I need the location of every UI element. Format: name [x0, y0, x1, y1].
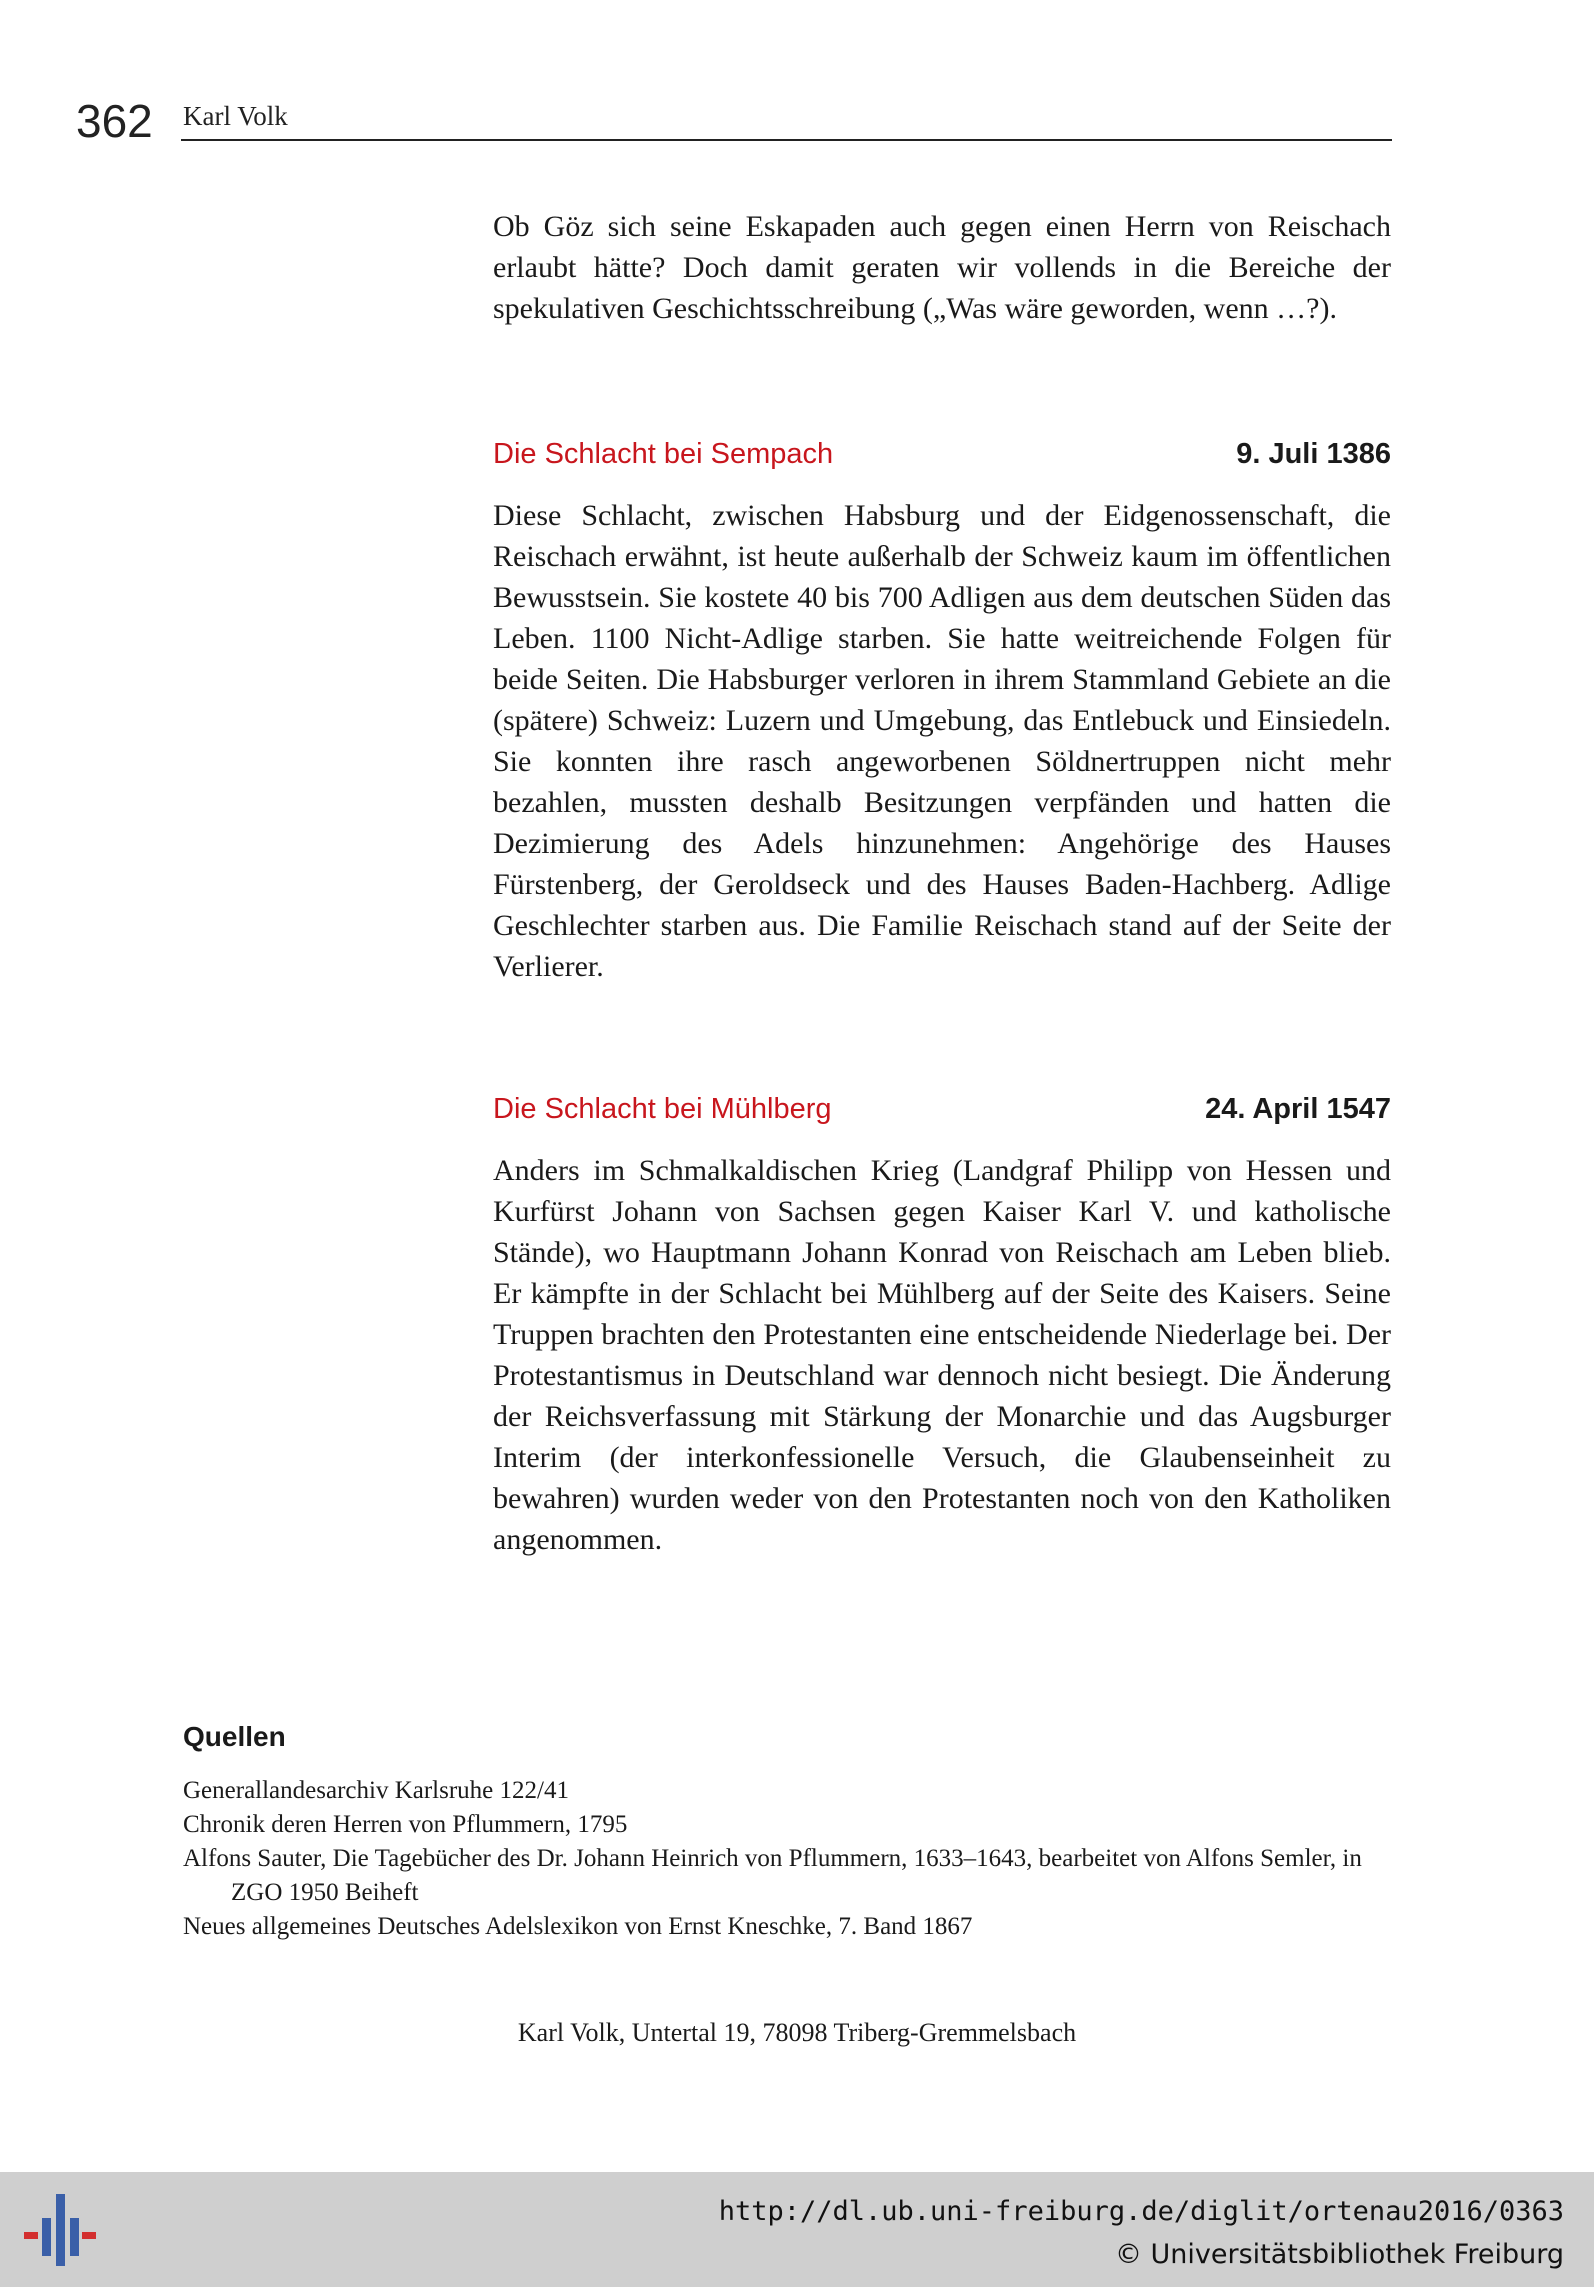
source-item: Neues allgemeines Deutsches Adelslexikon von Ernst Kneschke, 7. Band 1867 [183, 1913, 973, 1940]
section-paragraph-muehlberg: Anders im Schmalkaldischen Krieg (Landgraf Philipp von Hessen und Kurfürst Johann von Sachsen gegen Kaiser Karl V. und katholische Stände), wo Hauptmann Johann Konrad von Reischach am Leben blieb. Er kämpfte in der Schlacht bei Mühlberg auf der Seite des Kaisers. Seine Truppen brachten den Protestanten eine entscheidende Niederlage bei. Der Protestantismus in Deutschland war dennoch nicht besiegt. Die Änderung der Reichsverfassung mit Stärkung der Monarchie und das Augsburger Interim (der interkonfessionelle Versuch, die Glaubenseinheit zu bewahren) wurden weder von den Protestanten noch von den Katholiken angenommen. [493, 1154, 1391, 1556]
source-item: Generallandesarchiv Karlsruhe 122/41 [183, 1777, 569, 1804]
page-number: 362 [76, 95, 153, 147]
section-title: Die Schlacht bei Sempach [493, 438, 834, 470]
author-address: Karl Volk, Untertal 19, 78098 Triberg-Gremmelsbach [517, 2018, 1077, 2047]
source-item: Chronik deren Herren von Pflummern, 1795 [183, 1811, 628, 1838]
footer-url-link[interactable]: http://dl.ub.uni-freiburg.de/diglit/ortenau2016/0363 [718, 2196, 1564, 2227]
section-title: Die Schlacht bei Mühlberg [493, 1093, 832, 1125]
page-header [76, 96, 1392, 146]
intro-paragraph: Ob Göz sich seine Eskapaden auch gegen einen Herrn von Reischach erlaubt hätte? Doch damit geraten wir vollends in die Bereiche der spekulativen Geschichtsschreibung („Was wäre geworden, wenn …?). [493, 210, 1391, 325]
source-item: Alfons Sauter, Die Tagebücher des Dr. Johann Heinrich von Pflummern, 1633–1643, bearbeitet von Alfons Semler, in ZGO 1950 Beiheft [183, 1845, 1362, 1906]
section-date: 24. April 1547 [1205, 1093, 1391, 1125]
header-rule [181, 139, 1392, 141]
section-heading-sempach [493, 433, 1391, 475]
sources-title: Quellen [183, 1721, 286, 1752]
section-date: 9. Juli 1386 [1236, 438, 1391, 470]
footer-bar [0, 2172, 1594, 2287]
running-head-author: Karl Volk [183, 101, 288, 131]
sources-list [183, 1774, 1393, 1944]
footer-copyright: © Universitätsbibliothek Freiburg [1114, 2239, 1564, 2270]
section-paragraph-sempach: Diese Schlacht, zwischen Habsburg und der Eidgenossenschaft, die Reischach erwähnt, ist heute außerhalb der Schweiz kaum im öffentlichen Bewusstsein. Sie kostete 40 bis 700 Adligen aus dem deutschen Süden das Leben. 1100 Nicht-Adlige starben. Sie hatte weitreichende Folgen für beide Seiten. Die Habsburger verloren in ihrem Stammland Gebiete an die (spätere) Schweiz: Luzern und Umgebung, das Entlebuck und Einsiedeln. Sie konnten ihre rasch angeworbenen Söldnertruppen nicht mehr bezahlen, mussten deshalb Besitzungen verpfänden und hatten die Dezimierung des Adels hinzunehmen: Angehörige des Hauses Fürstenberg, der Geroldseck und des Hauses Baden-Hachberg. Adlige Geschlechter starben aus. Die Familie Reischach stand auf der Seite der Verlierer. [493, 499, 1391, 983]
section-heading-muehlberg [493, 1088, 1391, 1130]
ub-freiburg-logo-icon [20, 2188, 100, 2272]
